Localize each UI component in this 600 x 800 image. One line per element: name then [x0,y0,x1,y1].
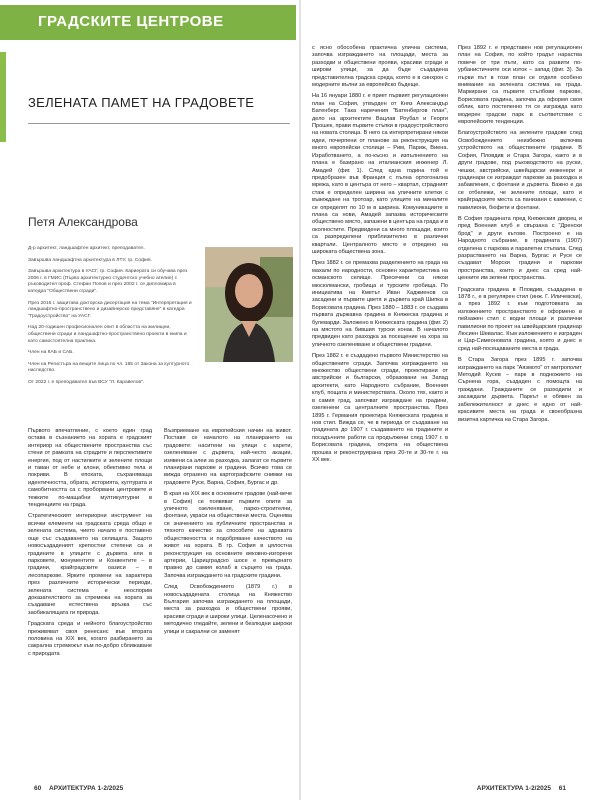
paragraph: След Освобождението (1879 г.) в новосъздадената столица на Княжество България започва изграждането на площади, места за разходка и обществени прояви, красиви сгради и широки улици. Целенасочено и методично гледайте, зелени и безлюдни широки улици и сакрални се заменят [164,584,292,635]
page-number-right: 61 [558,785,566,792]
spine-divider [299,0,301,800]
article-title: ЗЕЛЕНАТА ПАМЕТ НА ГРАДОВЕТЕ [28,95,255,110]
paragraph: През 1892 г. е представен нов регулационен план на София, по който градът нараства повече от три пъти, като са развити по-урбанистичните оси изток – запад (фиг. 3). За първи път в този план се отделя особено внимание на зелената система на града. Маркирани са първите стълбови паркове, Борисовата градина, започва да оформя своя облик, като постепенно тя се изгражда като модерен градски парк в съответствие с европейските тенденции. [458,45,582,126]
paragraph: Стратегическият интериорни инструмент на всички елементи на градската среда общо е зелената система, чието начало е поставено още със създаването на селищата. Защото новосъздаденият крепостни степени са и градините в улиците с дървета ели в парковете, монументите и Конвентите – в градини, крайградските оазиси – в лесопаркове. Ярките промени на характера през различните исторически периоди, зелената система е неоспорим доказателството за стремежа на хората за създаване естествена връзка със заобикалящата ги природа. [28,513,152,616]
author-portrait-image [205,247,293,362]
journal-name-left: АРХИТЕКТУРА 1-2/2025 [49,785,124,792]
bio-line: Над 20-годишен професионален опит в областта на жилищни, обществени сгради и ландшафтно-пространствено проекти в екипа и като самостоятелна практика. [28,325,187,344]
text-column-4 [458,45,582,428]
bio-line: Член на КАБ и САБ. [28,350,74,356]
paragraph: В края на XIX век в основните градове (най-вече в София) се появяват първите опити за уличното озеленяване, парко-строителни, фонтани, украси на обществени места. Оценява се значението на публичните пространства и тяхното качество за способите на здравата обществеността и подобряване качеството на живот на хората. В гр. София в цялостна реконструкция на основните вековно-изгорени артерии, Царицградско шосе е превърнато правно до самия колаб в сърцето на града. Започва изграждането на градските градини. [164,491,292,579]
paragraph: Градската среда и нейното благоустройство преживяват своя ренесанс във втората половина на XIX век, когато разбирането за сакрална стремежът към по-добро сближаване с природата [28,621,152,657]
text-column-2 [164,428,292,640]
footer-right [477,785,572,792]
bio-line: Завършва архитектура в УАСГ, гр. София. Кариерата си обучава през 2006 г. в ГМИС (Първо архитектурно студентско учебно ателие) с ръководител проф. Стефан Попов и през 2002 г. се дипломира в катедра "Обществени сгради". [28,269,188,294]
text-column-3 [312,45,448,468]
paragraph: с ясно обособена практична улична система, започва изграждането на площади, места за разходки и обществени прояви, красиви сгради и широки улици, за да бъде създадена представителна градска среда, която е в синхрон с модерните вълни за европейско бъдеще. [312,45,448,89]
bio-line: Член на Регистъра на вещите лица по чл. 165 от Закона за културното наследство. [28,361,190,374]
bio-line: През 2016 г. защитава докторска дисертация на тема "Интерпретация и ландшафтно-пространствено и дизайнерско представяне" в катедра "Градоустройство" на УАСГ. [28,300,192,319]
paragraph: Градската градина в Пловдив, създадена в 1878 г., е в регулярен стил (инж. Г. Иличевски), а през 1892 г. към подготовката за изложението пространството е оформено в пейзажен стил с водни площи и различни павилиони по проект на швейцарския градинар Люсиен Шевалас. Към изложението е изграден и Цар-Симеоновата градина, която и днес е сред най-посещаваните места в града. [458,286,582,352]
paragraph: Първото впечатление, с което един град остава в съзнанието на хората е градският интериор на обществените пространства със стени от рамката на сградите и перспективите енергия, под от настилките и зелените площи и таван от небе и клони, обективно тела и покриви. В епохата, съхраняваща идентичността, обрата, историята, културата и самобитността са с проборвани центровете и тежките по-мащабни мултикултурни в тенденциите на града. [28,428,152,509]
paragraph: През 1882 г. се премахва разделението на града на махали по народности, основен характеристика на османското селище. Пресечени са някои мюсюлмански, гробища и турските гробища. По инициатива на Кметът Иван Хаджиенов са засадени и първите цветя и дървета край Шипка в Борисовата градина. През 1880 – 1883 г. се създава първата държавна градина в Княжеска градина и булеварди. Заложено в Княжеската градина (фиг. 2) на мястото на бившия турски конак. В началото предвиден като разходка за посещение на хора за уличното озеленяване и обществени градини. [312,260,448,348]
author-bio [28,246,193,392]
paragraph: Възприемане на европейския начин на живот. Поставя се началото на планирането на градовете: наситени на улици с карети, озеленяване с дървета, най-често акации, изявени са алеи за разходка, залагат се първите планирани паркове и градини. Всичко това се вижда отразено на картографските снимки на градовете Русе, Варна, София, Бургас и др. [164,428,292,486]
paragraph: В София градината пред Княжеския дворец и пред Военния клуб е свързана с "Дренски брод" и други кътове. Построено е на Народното събрание, в градината (1907) отделена с паркова и парапетни стъпала. След разрастването на Варна, Бургас и Русе се създават Морски градини и паркови пространства, които и днес са сред най-ценните им зелени пространства. [458,215,582,282]
bio-line: Завършва ландшафтна архитектура в ЛТУ, гр. София. [28,257,152,263]
title-rule [28,123,290,124]
author-photo [205,247,293,362]
paragraph: В Стара Загора през 1895 г. започва изграждането на парк "Аязмото" от митрополит Методий Кусев – парк в подножието на Сърнена гора, създаден с помощта на граждани. Гражданите се разходили и засаждали дървета. Паркът е обявен за забележителност и днес е едно от най-красивите места на града и своеобразна визитна картичка на Стара Загора. [458,357,582,423]
accent-strip [0,52,6,142]
journal-name-right: АРХИТЕКТУРА 1-2/2025 [476,785,551,792]
author-name: Петя Александрова [28,215,138,229]
paragraph: През 1882 г. е създадено първото Министерство на обществените сгради. Започва изграждането на множество обществени сгради, проектирани от австрийски и български, образовани на Запад архитекти, като Народното събрание, Военния клуб, пощата и министерствата. Около тях, както и в самия град, започват изграждане на градини, озеленени са централните пространства. През 1895 г. Германия проектира Княжеската градина в нов стил. Вижда се, че в периода от създаване на градината до 1907 г. създаването на градините и посадъчните работи са продължени след 1907 г. в Борисовата градина, открита на обществена прошка и реконструирана през 20-те и 30-те г. на XX век. [312,353,448,463]
bio-line: От 2022 г. е преподавател във ВСУ "Л. Каравелов". [28,379,145,385]
section-header-bar [0,5,296,40]
bio-line: Д-р архитект, ландшафтен архитект, преподавател. [28,246,145,251]
page-number-left: 60 [34,785,42,792]
paragraph: На 16 януари 1880 г. е приет първият регулационен план на София, утвърден от Княз Александър Батенберг. Така наречения "Батенбергов план", дело на архитектите Вацлав Роубал и Георги Прошек, прави първите стъпки в градоустройството на новата столица. В него са интерпретирани някои идеи, почерпени от планове за реконструкция на много европейски столици – Рим, Париж, Виена. Изработването, а по-късно и изпълнението на плана е базирано на италианския инженер Л. Амадей (фиг. 1). След една година той е предобразен във Франция с пълна ортогонална мрежа, като в центъра от него – квартал, сградният стаж е определен ширина на уличните клетки с въвеждане на тротоар, като улиците на миналите се определят по 10 м в ширина. Комуникациите в плана са нови, Амадей запазва историческите обществено място, запазени в центъра на града и в околностите. Предвидени са много площади, които са разпределени приблизително в различни квартали. Централното място е отредено на широката обществена зона. [312,93,448,255]
text-column-1 [28,428,152,662]
paragraph: Благоустройството на зелените градове след Освобождението неизбежно включва устройството на обществените градини. В София, Пловдив и Стара Загора, както и в други градове, под ръководството на руски, чешки, австрийски, швейцарски инженери и градинари се изграждат паркове за разходка и забавления, с фонтани и дървета. Важно е да се отбележи, че зелените площи, като и крайградските места са панизани с каменни, с павилиони, бюфети и фонтани. [458,130,582,211]
section-title: ГРАДСКИТЕ ЦЕНТРОВЕ [38,13,224,30]
footer-left [28,785,123,792]
